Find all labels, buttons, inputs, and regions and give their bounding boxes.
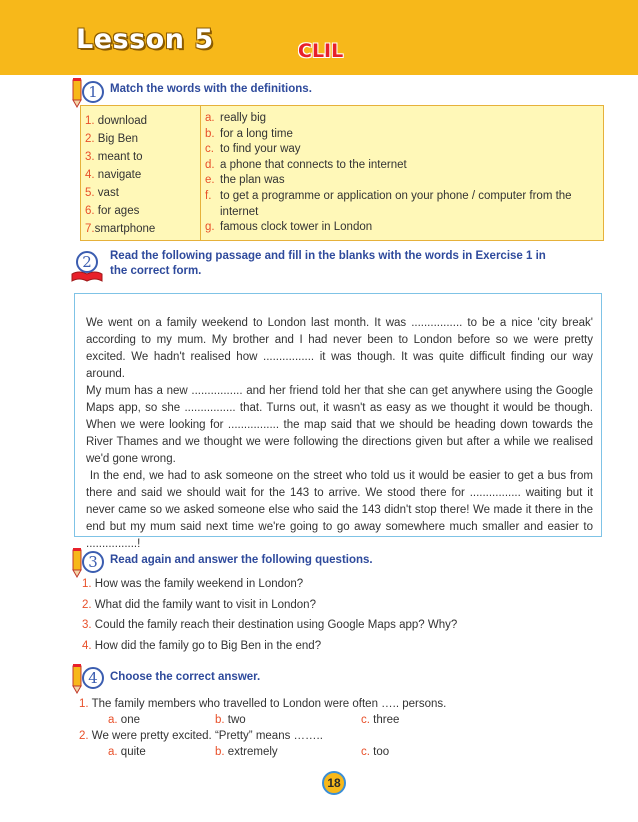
exercise-3-number: 3 [82, 551, 104, 573]
word-item: 4. navigate [85, 169, 142, 181]
definition-list [205, 111, 601, 236]
mc-question: 1. The family members who travelled to London were often ….. persons. [79, 698, 447, 710]
matching-divider [200, 106, 201, 240]
mc-option: c. too [361, 746, 390, 758]
definition-item: a. really big [205, 112, 267, 124]
exercise-1-instruction: Match the words with the definitions. [110, 83, 312, 95]
word-item: 1. download [85, 115, 148, 127]
passage-box [74, 293, 602, 550]
definition-item: f. to get a programme or application on your phone / computer from the internet [205, 189, 572, 218]
passage-paragraph: My mum has a new ................ and her friend told her that she can get anywhere using the Google Maps app, so she ................ that. Turns out, it wasn't as easy as we thought it would be though. When we were looking for ................ the map said that we should be heading down towards the River Thames and we thought we were following the directions given but after a while we realised we'd gone wrong. [86, 385, 593, 465]
mc-question: 2. We were pretty excited. “Pretty” means …….. [79, 730, 323, 742]
mc-option: b. extremely [215, 746, 278, 758]
question-item: 3. Could the family reach their destination using Google Maps app? Why? [82, 619, 458, 631]
question-item: 4. How did the family go to Big Ben in the end? [82, 639, 322, 652]
exercise-2-instruction: Read the following passage and fill in the blanks with the words in Exercise 1 in the correct form. [110, 250, 546, 277]
word-item: 2. Big Ben [85, 133, 139, 145]
exercise-4-icon [70, 664, 104, 696]
header-banner [0, 0, 638, 75]
word-list [85, 112, 155, 238]
exercise-1-number: 1 [82, 81, 104, 103]
exercise-4-number: 4 [82, 667, 104, 689]
mc-option: a. one [108, 714, 140, 726]
mc-option: a. quite [108, 746, 146, 758]
page-number: 18 [322, 771, 346, 795]
definition-item: b. for a long time [205, 127, 293, 140]
exercise-2-number: 2 [76, 251, 98, 273]
definition-item: c. to find your way [205, 143, 301, 156]
word-item: 7.smartphone [85, 223, 156, 235]
question-list [82, 574, 457, 656]
question-item: 1. How was the family weekend in London? [82, 578, 304, 590]
matching-table [80, 105, 604, 241]
definition-item: g. famous clock tower in London [205, 221, 373, 234]
definition-item: e. the plan was [205, 174, 285, 187]
passage-paragraph: In the end, we had to ask someone on the street who told us it would be easier to get a bus from there and said we should wait for the 143 to arrive. We stood there for ................ waiting but it never came so we asked someone else who said the 143 didn't stop there! We made it there in the end but my mum said next time we're going to go away somewhere much smaller and easier to ................! [86, 470, 597, 550]
mc-option: c. three [361, 714, 400, 726]
lesson-title: Lesson 5 [76, 24, 214, 55]
word-item: 3. meant to [85, 151, 143, 163]
question-item: 2. What did the family want to visit in London? [82, 598, 316, 611]
exercise-2-icon [70, 250, 104, 282]
passage-paragraph: We went on a family weekend to London last month. It was ................ to be a nice 'city break' according to my mum. My brother and I had never been to London before so we were pretty excited. We hadn't realised how ................ it was though. It was quite difficult finding our way around. [86, 317, 593, 380]
passage-text [86, 315, 597, 553]
definition-item: d. a phone that connects to the internet [205, 158, 407, 171]
word-item: 5. vast [85, 187, 119, 199]
mc-option: b. two [215, 714, 246, 726]
exercise-4-instruction: Choose the correct answer. [110, 671, 261, 683]
clil-badge: CLIL [298, 40, 344, 62]
word-item: 6. for ages [85, 205, 140, 217]
exercise-3-instruction: Read again and answer the following questions. [110, 554, 373, 566]
